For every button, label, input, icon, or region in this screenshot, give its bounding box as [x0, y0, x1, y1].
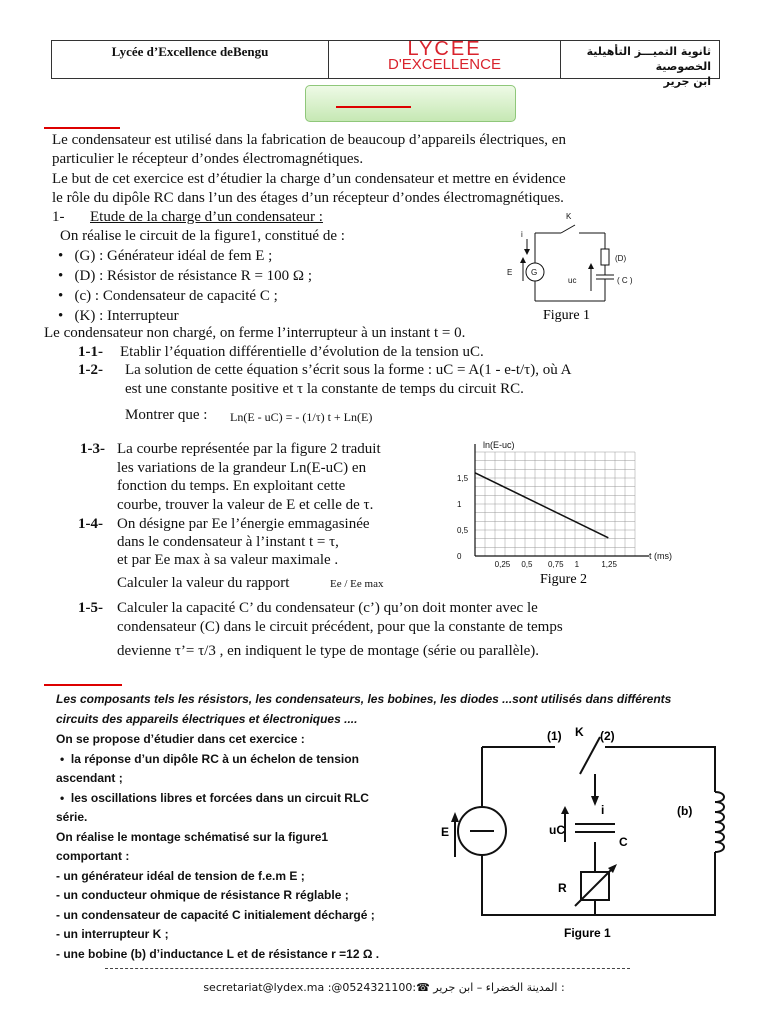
- component-item: • (G) : Générateur idéal de fem E ;: [58, 248, 273, 264]
- circuit-intro: On réalise le circuit de la figure1, constitué de :: [60, 228, 345, 244]
- ex2-bullet-cont: série.: [56, 810, 88, 824]
- q14-ratio: Ee / Ee max: [330, 578, 384, 590]
- ex2-item: - un générateur idéal de tension de f.e.m E ;: [56, 869, 305, 883]
- ex2-intro: circuits des appareils électriques et électroniques ....: [56, 712, 358, 726]
- figure1-caption: Figure 1: [543, 308, 591, 323]
- q12-text: est une constante positive et τ la constante de temps du circuit RC.: [125, 381, 524, 397]
- school-name-ar: [561, 41, 719, 88]
- component-item: • (c) : Condensateur de capacité C ;: [58, 288, 278, 304]
- fig1-label-d: (D): [615, 254, 627, 263]
- fig1b-label-e: E: [441, 825, 450, 839]
- fig1-label-i: i: [521, 230, 523, 239]
- footer-contact: secretariat@lydex.ma :@0524321100:☎ المدينة الخضراء – ابن جرير :: [203, 981, 565, 994]
- q14-number: 1-4-: [78, 516, 103, 532]
- ex2-propose: On se propose d’étudier dans cet exercice :: [56, 732, 305, 746]
- figure2-chart: [455, 440, 675, 590]
- fig1b-label-p2: (2): [600, 729, 615, 743]
- ex2-item: - un condensateur de capacité C initialement déchargé ;: [56, 908, 375, 922]
- figure1-circuit: [495, 203, 650, 328]
- q14-text: dans le condensateur à l’instant t = τ,: [117, 534, 339, 550]
- fig1-label-c: ( C ): [617, 276, 633, 285]
- intro-line: le rôle du dipôle RC dans l’un des étages d’un récepteur d’ondes électromagnétiques.: [52, 190, 564, 206]
- fig1b-label-p1: (1): [547, 729, 562, 743]
- q15-text: Calculer la capacité C’ du condensateur (c’) qu’on doit monter avec le: [117, 600, 538, 616]
- q11-number: 1-1-: [78, 344, 103, 360]
- x-tick-label: 0,75: [548, 560, 564, 569]
- closing-sentence: Le condensateur non chargé, on ferme l’interrupteur à un instant t = 0.: [44, 325, 466, 341]
- ex2-bullet: • les oscillations libres et forcées dans un circuit RLC: [60, 791, 369, 805]
- fig1b-label-uc: uC: [549, 823, 565, 837]
- school-name-ar-line1: ثانوية التميـــز التأهيلية الخصوصية: [586, 45, 711, 73]
- q12-number: 1-2-: [78, 362, 103, 378]
- component-item: • (D) : Résistor de résistance R = 100 Ω ;: [58, 268, 312, 284]
- q13-text: La courbe représentée par la figure 2 traduit: [117, 441, 381, 457]
- fig1-label-e: E: [507, 268, 513, 277]
- ex2-montage: comportant :: [56, 849, 130, 863]
- y-tick-label: 1: [457, 500, 462, 509]
- q14-text: On désigne par Ee l’énergie emmagasinée: [117, 516, 370, 532]
- ex2-bullet-cont: ascendant ;: [56, 771, 123, 785]
- figure1b-caption: Figure 1: [564, 926, 611, 940]
- q11-text: Etablir l’équation différentielle d’évolution de la tension uC.: [120, 344, 484, 360]
- q15-text: condensateur (C) dans le circuit précédent, pour que la constante de temps: [117, 619, 563, 635]
- intro-line: Le condensateur est utilisé dans la fabrication de beaucoup d’appareils électriques, en: [52, 132, 566, 148]
- q13-text: fonction du temps. En exploitant cette: [117, 478, 346, 494]
- logo-bottom-text: D'EXCELLENCE: [388, 56, 501, 73]
- ex2-montage: On réalise le montage schématisé sur la figure1: [56, 830, 329, 844]
- footer-divider: [105, 968, 630, 969]
- x-tick-label: 0,5: [521, 560, 533, 569]
- ex2-intro: Les composants tels les résistors, les condensateurs, les bobines, les diodes ...sont utilisés dans différents: [56, 692, 672, 706]
- logo-top-text: LYCEE: [407, 38, 482, 60]
- chart-xlabel: t (ms): [649, 551, 672, 561]
- fig1-label-k: K: [566, 212, 572, 221]
- q14-text: et par Ee max à sa valeur maximale .: [117, 552, 339, 568]
- chart-grid: [475, 452, 635, 556]
- y-tick-label: 1,5: [457, 474, 469, 483]
- q13-number: 1-3-: [80, 441, 105, 457]
- y-tick-label: 0,5: [457, 526, 469, 535]
- exercise2-marker: [44, 684, 122, 686]
- fig1b-label-c: C: [619, 835, 628, 849]
- q13-text: les variations de la grandeur Ln(E-uC) en: [117, 460, 367, 476]
- q12-text: La solution de cette équation s’écrit sous la forme : uC = A(1 - e-t/τ), où A: [125, 362, 572, 378]
- ex2-item: - un conducteur ohmique de résistance R réglable ;: [56, 888, 349, 902]
- ex2-item: - une bobine (b) d’inductance L et de résistance r =12 Ω .: [56, 947, 380, 961]
- x-tick-label: 1: [574, 560, 580, 569]
- chart-ylabel: ln(E-uc): [483, 440, 515, 450]
- x-tick-label: 0,25: [494, 560, 511, 569]
- q13-text: courbe, trouver la valeur de E et celle de τ.: [117, 497, 374, 513]
- exercise1-marker: [44, 127, 120, 129]
- figure1-rlc-circuit: [425, 722, 740, 947]
- x-tick-label: 1,25: [601, 560, 617, 569]
- q12-formula: Ln(E - uC) = - (1/τ) t + Ln(E): [230, 410, 373, 424]
- fig1b-label-k: K: [575, 725, 584, 739]
- q12-show: Montrer que :: [125, 407, 208, 423]
- header-table: [51, 38, 720, 88]
- intro-line: Le but de cet exercice est d’étudier la charge d’un condensateur et mettre en évidence: [52, 171, 566, 187]
- part-title: Etude de la charge d’un condensateur :: [90, 209, 323, 225]
- fig1b-label-r: R: [558, 881, 567, 895]
- q15-number: 1-5-: [78, 600, 103, 616]
- fig1b-label-i: i: [601, 803, 605, 817]
- fig1-label-g: G: [531, 268, 538, 277]
- fig1-label-uc: uc: [568, 276, 577, 285]
- ex2-item: - un interrupteur K ;: [56, 927, 169, 941]
- q15-text: devienne τ’= τ/3 , en indiquent le type de montage (série ou parallèle).: [117, 643, 540, 659]
- part-number: 1-: [52, 209, 65, 225]
- title-banner: [305, 85, 516, 122]
- school-name-fr: Lycée d’Excellence deBengu: [52, 41, 329, 78]
- school-name-ar-line2: ابن جرير: [663, 75, 711, 88]
- q14-calc: Calculer la valeur du rapport: [117, 575, 290, 591]
- ex2-bullet: • la réponse d’un dipôle RC à un échelon de tension: [60, 752, 359, 766]
- fig1b-label-b: (b): [677, 804, 693, 818]
- y-tick-label: 0: [457, 552, 462, 561]
- intro-line: particulier le récepteur d’ondes électromagnétiques.: [52, 151, 364, 167]
- school-logo: [329, 38, 561, 78]
- component-item: • (K) : Interrupteur: [58, 308, 179, 324]
- figure2-caption: Figure 2: [540, 572, 588, 587]
